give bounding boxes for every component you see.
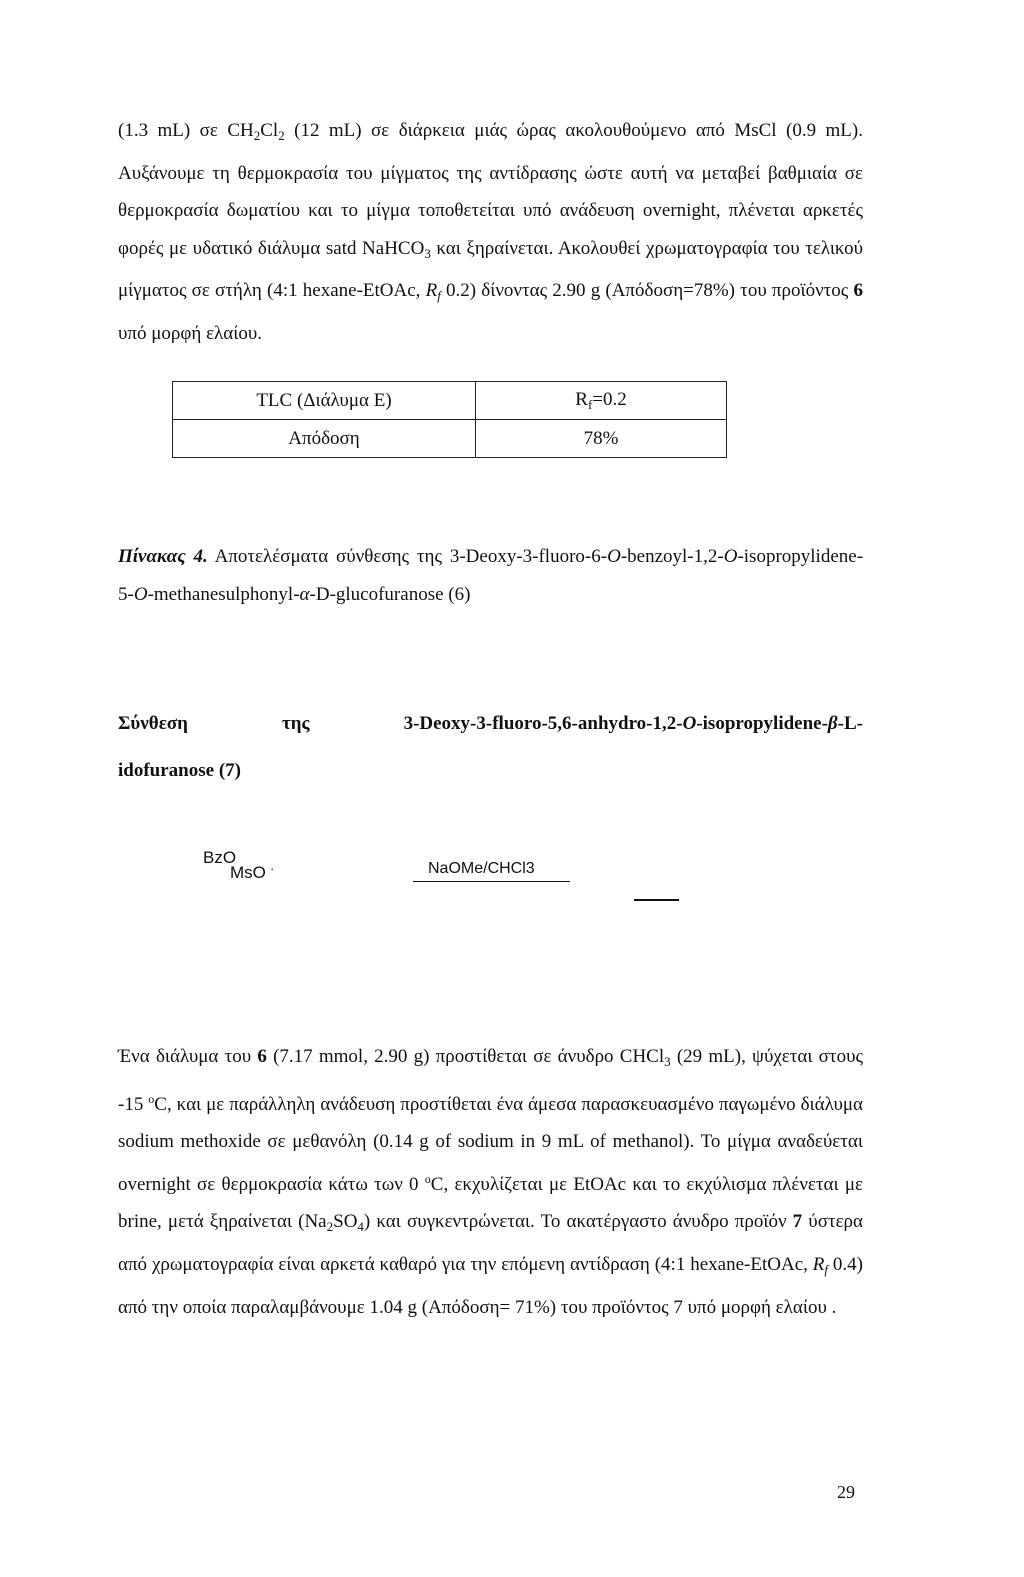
page-number: 29	[837, 1482, 855, 1502]
subscript: f	[437, 288, 441, 304]
text-run: SO	[333, 1211, 358, 1233]
text-run: (7.17 mmol, 2.90 g) προστίθεται σε άνυδρο CHCl	[266, 1046, 665, 1067]
section-heading-line1	[118, 700, 863, 747]
text-run: (1.3 mL) σε CH	[118, 120, 254, 141]
text-run: -methanesulphonyl-	[147, 583, 300, 605]
subscript: 2	[326, 1219, 334, 1235]
subscript: 2	[278, 128, 285, 143]
italic-alpha: α	[299, 583, 310, 605]
table-row	[173, 420, 727, 458]
italic-o: O	[133, 583, 148, 605]
section-heading	[118, 700, 863, 794]
scheme-bond-line	[634, 899, 679, 901]
reaction-arrow-line	[413, 881, 570, 882]
text-run: C, και με παράλληλη ανάδευση προστίθεται ένα άμεσα παρασκευασμένο παγωμένο διάλυμα sodium methoxide σε μεθανόλη (0.14 g of sodium in 9 mL of methanol). Το μίγμα αναδεύεται overnight σε θερμοκρασία κάτω των 0	[118, 1093, 863, 1195]
degree-mark: o	[148, 1091, 155, 1106]
text-run: (12 mL) σε διάρκεια μιάς ώρας ακολουθούμενο από MsCl (0.9 mL). Αυξάνουμε τη θερμοκρασία του μίγματος της αντίδρασης ώστε αυτή να μεταβεί βαθμιαία σε θερμοκρασία δωματίου και το μίγμα τοποθετείται υπό ανάδευση overnight, πλένεται αρκετές φορές με υδατικό διάλυμα satd NaHCO	[118, 120, 863, 259]
heading-word: της	[281, 713, 310, 734]
rf-symbol: R	[575, 388, 588, 410]
table-cell-yield-label: Απόδοση	[173, 420, 476, 458]
text-run: ύστερα από χρωματογραφία είναι αρκετά καθαρό για την επόμενη αντίδραση (4:1 hexane-EtOAc,	[118, 1211, 863, 1275]
subscript: 3	[664, 1054, 671, 1069]
text-run: 3-Deoxy-3-fluoro-5,6-anhydro-1,2-	[403, 713, 683, 734]
caption-label: Πίνακας 4.	[118, 546, 208, 567]
text-run: -D-glucofuranose (6)	[309, 583, 471, 605]
degree-mark: o	[424, 1171, 431, 1186]
table-row	[173, 382, 727, 420]
rf-symbol: R	[812, 1253, 825, 1275]
compound-number: 6	[853, 280, 863, 302]
table-caption	[118, 538, 863, 613]
rf-symbol: R	[425, 280, 438, 302]
subscript: 4	[357, 1219, 364, 1235]
scheme-reagent-label: NaOMe/CHCl3	[428, 860, 535, 877]
section-heading-line2: idofuranose (7)	[118, 760, 241, 781]
text-run: -isopropylidene-	[696, 713, 828, 734]
text-run: -isopropylidene-5-	[118, 546, 864, 605]
text-run: 0.4) από την οποία παραλαμβάνουμε 1.04 g (Απόδοση= 71%) του προϊόντος 7 υπό μορφή ελαίου .	[118, 1253, 863, 1318]
scheme-label-mso: MsO	[230, 863, 266, 882]
text-run: -L-	[837, 713, 863, 734]
scheme-dot: ·	[270, 861, 275, 876]
text-run: Ένα διάλυμα του	[118, 1046, 258, 1067]
italic-o: O	[682, 713, 697, 734]
table-cell-tlc-value	[476, 382, 727, 420]
results-table	[172, 381, 727, 458]
text-run: (29 mL), ψύχεται στους -15	[118, 1046, 863, 1115]
text-run: Cl	[260, 120, 279, 141]
procedure-paragraph-compound-6	[118, 112, 863, 353]
subscript: 2	[253, 128, 261, 143]
compound-number: 6	[257, 1046, 267, 1067]
text-run: 0.2) δίνοντας 2.90 g (Απόδοση=78%) του προϊόντος	[440, 280, 854, 302]
heading-word: Σύνθεση	[118, 713, 188, 734]
scheme-label-bzo: BzO	[203, 848, 237, 867]
text-run: Αποτελέσματα σύνθεσης της 3-Deoxy-3-fluoro-6-	[207, 546, 608, 567]
text-run: =0.2	[592, 388, 627, 410]
reaction-scheme	[0, 835, 1024, 925]
heading-compound-name	[404, 700, 863, 747]
compound-number: 7	[792, 1211, 803, 1233]
text-run: και ξηραίνεται. Ακολουθεί χρωματογραφία του τελικού μίγματος σε στήλη (4:1 hexane-EtOAc,	[118, 237, 863, 302]
italic-o: O	[723, 546, 738, 567]
table-cell-yield-value: 78%	[476, 420, 727, 458]
italic-beta: β	[827, 713, 838, 734]
italic-o: O	[607, 546, 621, 567]
subscript: f	[824, 1261, 829, 1277]
table-cell-tlc-label: TLC (Διάλυμα Ε)	[173, 382, 476, 420]
text-run: ) και συγκεντρώνεται. Το ακατέργαστο άνυδρο προϊόν	[363, 1211, 793, 1233]
text-run: -benzoyl-1,2-	[620, 546, 724, 567]
subscript: f	[587, 396, 593, 412]
text-run: υπό μορφή ελαίου.	[118, 322, 262, 344]
procedure-paragraph-compound-7	[118, 1038, 863, 1326]
subscript: 3	[424, 245, 431, 261]
text-run: C, εκχυλίζεται με EtOAc και το εκχύλισμα πλένεται με brine, μετά ξηραίνεται (Na	[118, 1173, 864, 1233]
